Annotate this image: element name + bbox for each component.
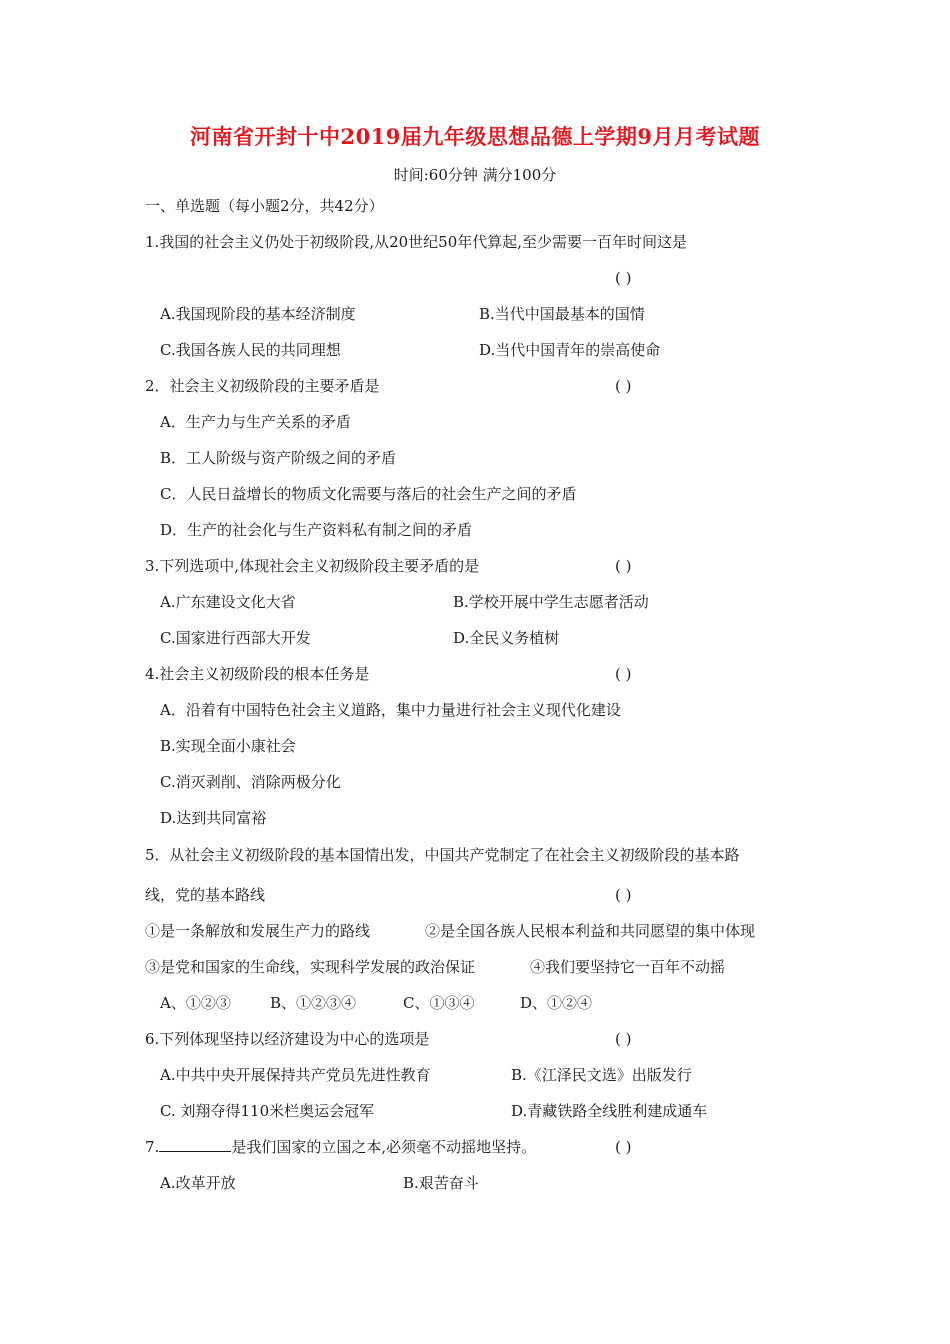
exam-time-score: 时间:60分钟 满分100分: [393, 166, 557, 184]
question-7-option-b: B.艰苦奋斗: [403, 1174, 479, 1192]
question-3-answer-blank: ( ): [615, 557, 632, 575]
question-3-option-a: A.广东建设文化大省: [160, 593, 296, 611]
question-5-stem-continued: 线，党的基本路线: [145, 886, 266, 904]
question-5-option-a: A、①②③: [160, 994, 231, 1012]
fill-in-blank: [159, 1137, 231, 1152]
question-6-option-d: D.青藏铁路全线胜利建成通车: [511, 1102, 708, 1120]
document-title: 河南省开封十中2019届九年级思想品德上学期9月月考试题: [189, 124, 761, 149]
question-7-option-a: A.改革开放: [160, 1174, 236, 1192]
question-1-option-a: A.我国现阶段的基本经济制度: [160, 305, 356, 323]
question-5-answer-blank: ( ): [615, 886, 632, 904]
question-5-statement-2: ②是全国各族人民根本利益和共同愿望的集中体现: [425, 922, 756, 940]
question-5-option-b: B、①②③④: [270, 994, 357, 1012]
question-2-stem: 2．社会主义初级阶段的主要矛盾是: [145, 377, 380, 395]
question-7-stem: [145, 1137, 536, 1157]
question-6-option-b: B.《江泽民文选》出版发行: [511, 1066, 692, 1084]
question-2-option-b: B．工人阶级与资产阶级之间的矛盾: [160, 449, 397, 467]
question-2-option-d: D．生产的社会化与生产资料私有制之间的矛盾: [160, 521, 473, 539]
question-6-option-c: C. 刘翔夺得110米栏奥运会冠军: [160, 1102, 375, 1120]
question-7-answer-blank: ( ): [615, 1138, 632, 1156]
question-4-stem: 4.社会主义初级阶段的根本任务是: [145, 665, 370, 683]
question-1-option-b: B.当代中国最基本的国情: [479, 305, 645, 323]
question-4-option-a: A．沿着有中国特色社会主义道路，集中力量进行社会主义现代化建设: [160, 701, 621, 719]
question-4-option-c: C.消灭剥削、消除两极分化: [160, 773, 341, 791]
section-heading: 一、单选题（每小题2分，共42分）: [145, 197, 384, 215]
question-2-answer-blank: ( ): [615, 377, 632, 395]
question-2-option-c: C．人民日益增长的物质文化需要与落后的社会生产之间的矛盾: [160, 485, 577, 503]
question-7-number: 7.: [145, 1138, 160, 1156]
question-3-option-d: D.全民义务植树: [453, 629, 560, 647]
question-4-option-b: B.实现全面小康社会: [160, 737, 296, 755]
question-1-answer-blank: ( ): [615, 269, 632, 287]
question-1-option-c: C.我国各族人民的共同理想: [160, 341, 341, 359]
question-3-option-c: C.国家进行西部大开发: [160, 629, 311, 647]
question-1-option-d: D.当代中国青年的崇高使命: [479, 341, 661, 359]
question-7-text: 是我们国家的立国之本,必须毫不动摇地坚持。: [231, 1138, 537, 1156]
question-5-option-d: D、①②④: [520, 994, 593, 1012]
question-2-option-a: A．生产力与生产关系的矛盾: [160, 413, 351, 431]
question-6-answer-blank: ( ): [615, 1030, 632, 1048]
question-5-stem: 5．从社会主义初级阶段的基本国情出发，中国共产党制定了在社会主义初级阶段的基本路: [145, 846, 740, 864]
question-3-stem: 3.下列选项中,体现社会主义初级阶段主要矛盾的是: [145, 557, 480, 575]
question-6-option-a: A.中共中央开展保持共产党员先进性教育: [160, 1066, 431, 1084]
question-6-stem: 6.下列体现坚持以经济建设为中心的选项是: [145, 1030, 430, 1048]
question-4-option-d: D.达到共同富裕: [160, 809, 267, 827]
question-5-statement-4: ④我们要坚持它一百年不动摇: [530, 958, 726, 976]
question-5-statement-3: ③是党和国家的生命线，实现科学发展的政治保证: [145, 958, 476, 976]
question-1-stem: 1.我国的社会主义仍处于初级阶段,从20世纪50年代算起,至少需要一百年时间这是: [145, 233, 688, 251]
question-5-option-c: C、①③④: [403, 994, 475, 1012]
question-3-option-b: B.学校开展中学生志愿者活动: [453, 593, 649, 611]
question-5-statement-1: ①是一条解放和发展生产力的路线: [145, 922, 371, 940]
question-4-answer-blank: ( ): [615, 665, 632, 683]
